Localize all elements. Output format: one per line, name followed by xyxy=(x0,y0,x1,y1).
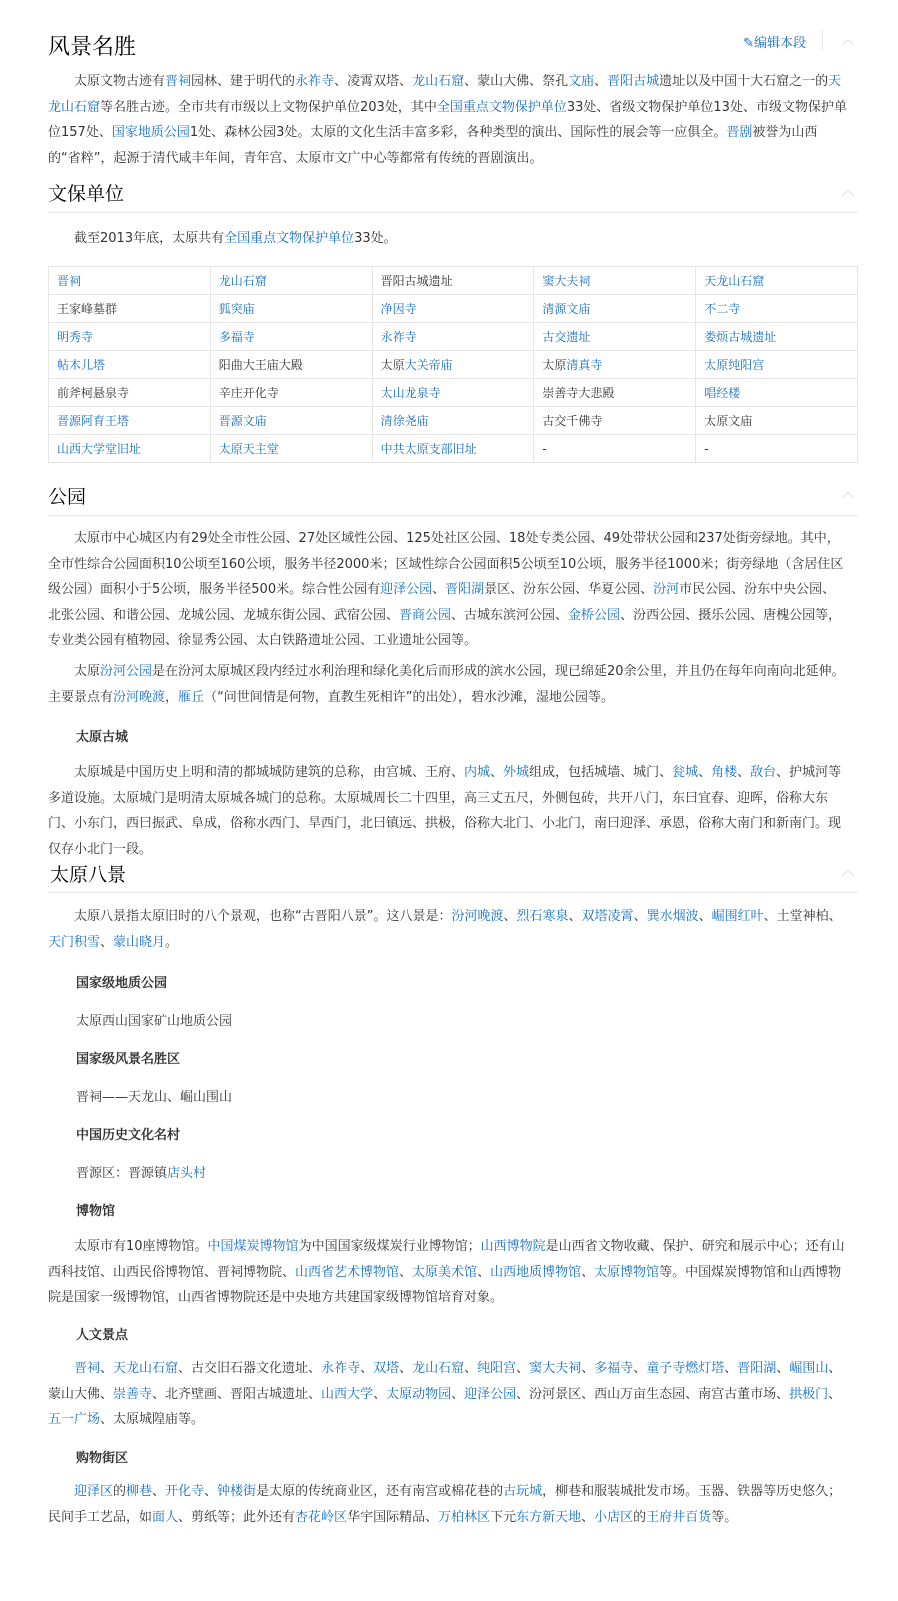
inline-link[interactable]: 古玩城 xyxy=(503,1484,543,1499)
inline-link[interactable]: 永祚寺 xyxy=(295,74,335,89)
table-link[interactable]: 清徐尧庙 xyxy=(380,414,429,428)
table-cell[interactable] xyxy=(210,323,372,351)
table-link[interactable]: 清源文庙 xyxy=(542,302,591,316)
inline-link[interactable]: 天龙山石窟 xyxy=(113,1361,179,1376)
edit-section-button[interactable] xyxy=(743,32,806,51)
table-cell[interactable] xyxy=(210,267,372,295)
table-row xyxy=(49,379,858,407)
pencil-icon: ✎ xyxy=(743,36,754,51)
inline-link[interactable]: 清真寺 xyxy=(566,358,603,372)
inline-link[interactable]: 永祚寺 xyxy=(321,1361,361,1376)
inline-link[interactable]: 金桥公园 xyxy=(568,607,621,623)
inline-link[interactable]: 面人 xyxy=(152,1509,179,1525)
paragraph: 晋祠、天龙山石窟、古交旧石器文化遗址、永祚寺、双塔、龙山石窟、纯阳宫、窦大夫祠、多福寺、童子寺燃灯塔、晋阳湖、崛围山、蒙山大佛、崇善寺、北齐壁画、晋阳古城遗址、山西大学、太原动物园、迎泽公园、汾河景区、西山万亩生态园、南宫古董市场、拱极门、五一广场、太原城隍庙等。 xyxy=(48,1361,842,1427)
table-cell[interactable] xyxy=(49,407,211,435)
inline-link[interactable]: 晋剧 xyxy=(726,125,753,140)
table-cell: 辛庄开化寺 xyxy=(210,379,372,407)
paragraph: 太原汾河公园是在汾河太原城区段内经过水利治理和绿化美化后而形成的滨水公园，现已绵延20余公里，并且仍在每年向南向北延伸。主要景点有汾河晚渡，雁丘（“问世间情是何物，直教生死相许”的出处），碧水沙滩，湿地公园等。 xyxy=(48,664,845,705)
table-cell[interactable] xyxy=(696,267,858,295)
subheading: 博物馆 xyxy=(76,1204,116,1219)
table-row xyxy=(49,407,858,435)
table-link[interactable]: 明秀寺 xyxy=(57,330,94,344)
inline-link[interactable]: 晋阳古城 xyxy=(607,74,660,89)
subheading: 人文景点 xyxy=(76,1328,129,1343)
inline-link[interactable]: 杏花岭区 xyxy=(295,1509,348,1525)
inline-link[interactable]: 崛围山 xyxy=(789,1361,829,1376)
chevron-up-icon[interactable]: ︿ xyxy=(841,33,855,48)
inline-link[interactable]: 柳巷 xyxy=(126,1484,153,1499)
paragraph: 太原文物古迹有晋祠园林、建于明代的永祚寺、凌霄双塔、龙山石窟、蒙山大佛、祭孔文庙、晋阳古城遗址以及中国十大石窟之一的天龙山石窟等名胜古迹。全市共有市级以上文物保护单位203处，其中全国重点文物保护单位33处、省级文物保护单位13处、市级文物保护单位157处、国家地质公园1处、森林公园3处。太原的文化生活丰富多彩，各种类型的演出、国际性的展会等一应俱全。晋剧被誉为山西的“省粹”，起源于清代咸丰年间，青年宫、太原市文广中心等都常有传统的晋剧演出。 xyxy=(48,74,847,166)
inline-link[interactable]: 角楼 xyxy=(711,765,738,780)
inline-link[interactable]: 万柏林区 xyxy=(438,1509,491,1525)
inline-link[interactable]: 大关帝庙 xyxy=(404,358,453,372)
table-link[interactable]: 净因寺 xyxy=(380,302,417,316)
section-title: 风景名胜 xyxy=(48,35,137,60)
subheading: 国家级风景名胜区 xyxy=(76,1052,181,1067)
inline-link[interactable]: 太原博物馆 xyxy=(594,1264,660,1280)
inline-link[interactable]: 晋商公园 xyxy=(399,607,452,623)
divider xyxy=(48,892,858,893)
inline-link[interactable]: 晋祠 xyxy=(74,1361,101,1376)
table-cell[interactable] xyxy=(49,267,211,295)
text-line: 晋源区：晋源镇店头村 xyxy=(76,1166,207,1181)
table-link[interactable]: 山西大学堂旧址 xyxy=(57,442,142,456)
table-cell: 晋阳古城遗址 xyxy=(372,267,534,295)
table-row xyxy=(49,295,858,323)
table-link[interactable]: 狐突庙 xyxy=(218,302,255,316)
inline-link[interactable]: 天门积雪 xyxy=(48,934,101,950)
inline-link[interactable]: 晋祠 xyxy=(165,74,192,89)
inline-link[interactable]: 山西地质博物馆 xyxy=(490,1264,582,1280)
chevron-up-icon[interactable]: ︿ xyxy=(841,184,855,199)
table-link[interactable]: 唱经楼 xyxy=(704,386,741,400)
inline-link[interactable]: 雁丘 xyxy=(178,689,205,705)
subheading: 国家级地质公园 xyxy=(76,976,168,991)
section-title: 公园 xyxy=(48,486,87,508)
inline-link[interactable]: 内城 xyxy=(464,765,491,780)
table-link[interactable]: 中共太原支部旧址 xyxy=(380,442,477,456)
inline-link[interactable]: 外城 xyxy=(503,765,530,780)
inline-link[interactable]: 中国煤炭博物馆 xyxy=(207,1239,299,1254)
table-cell: 古交千佛寺 xyxy=(534,407,696,435)
table-cell: - xyxy=(696,435,858,463)
inline-link[interactable]: 蒙山晓月 xyxy=(113,934,166,950)
chevron-up-icon[interactable]: ︿ xyxy=(841,486,855,501)
inline-link[interactable]: 多福寺 xyxy=(594,1361,634,1376)
table-link[interactable]: 天龙山石窟 xyxy=(704,274,765,288)
inline-link[interactable]: 文庙 xyxy=(568,74,595,89)
inline-link[interactable]: 山西博物院 xyxy=(480,1239,546,1254)
paragraph: 太原市有10座博物馆。中国煤炭博物馆为中国国家级煤炭行业博物馆；山西博物院是山西省文物收藏、保护、研究和展示中心；还有山西科技馆、山西民俗博物馆、晋祠博物院、山西省艺术博物馆、太原美术馆、山西地质博物馆、太原博物馆等。中国煤炭博物馆和山西博物院是国家一级博物馆，山西省博物院还是中央地方共建国家级博物馆培育对象。 xyxy=(48,1239,845,1305)
table-row xyxy=(49,435,858,463)
inline-link[interactable]: 山西大学 xyxy=(321,1386,374,1402)
heritage-table xyxy=(48,266,858,463)
table-row xyxy=(49,267,858,295)
table-cell[interactable]: 太原大关帝庙 xyxy=(372,351,534,379)
inline-link[interactable]: 开化寺 xyxy=(165,1484,205,1499)
table-row xyxy=(49,323,858,351)
table-cell[interactable] xyxy=(372,379,534,407)
table-link[interactable]: 太原天主堂 xyxy=(218,442,279,456)
table-cell[interactable] xyxy=(696,379,858,407)
inline-link[interactable]: 烈石寒泉 xyxy=(516,909,569,924)
inline-link[interactable]: 崛围红叶 xyxy=(711,909,764,924)
inline-link[interactable]: 东方新天地 xyxy=(516,1509,582,1525)
inline-link[interactable]: 全国重点文物保护单位 xyxy=(436,99,567,115)
table-link[interactable]: 不二寺 xyxy=(704,302,741,316)
table-cell[interactable] xyxy=(49,323,211,351)
inline-link[interactable]: 汾河 xyxy=(653,582,680,597)
inline-link[interactable]: 迎泽公园 xyxy=(380,582,433,597)
inline-link[interactable]: 太原动物园 xyxy=(386,1386,452,1402)
paragraph: 迎泽区的柳巷、开化寺、钟楼街是太原的传统商业区，还有南宫或棉花巷的古玩城，柳巷和服装城批发市场。玉器、铁器等历史悠久；民间手工艺品，如面人、剪纸等；此外还有杏花岭区华宇国际精品、万柏林区下元东方新天地、小店区的王府井百货等。 xyxy=(48,1484,842,1525)
table-link[interactable]: 晋源文庙 xyxy=(218,414,267,428)
section-title: 太原八景 xyxy=(50,864,127,886)
inline-link[interactable]: 纯阳宫 xyxy=(477,1361,517,1376)
table-link[interactable]: 古交遗址 xyxy=(542,330,591,344)
chevron-up-icon[interactable]: ︿ xyxy=(841,864,855,879)
table-cell: 崇善寺大悲殿 xyxy=(534,379,696,407)
table-link[interactable]: 太山龙泉寺 xyxy=(380,386,441,400)
subheading: 购物街区 xyxy=(76,1451,129,1466)
table-cell[interactable] xyxy=(696,351,858,379)
inline-link[interactable]: 钟楼街 xyxy=(217,1484,257,1499)
table-cell: 太原文庙 xyxy=(696,407,858,435)
inline-link[interactable]: 天龙山石窟 xyxy=(48,74,842,115)
inline-link[interactable]: 汾河晚渡 xyxy=(113,689,166,705)
table-link[interactable]: 龙山石窟 xyxy=(218,274,267,288)
inline-link[interactable]: 晋阳湖 xyxy=(445,582,485,597)
inline-link[interactable]: 小店区 xyxy=(594,1509,634,1525)
table-cell[interactable] xyxy=(534,295,696,323)
table-cell[interactable] xyxy=(210,295,372,323)
table-row xyxy=(49,351,858,379)
inline-link[interactable]: 童子寺燃灯塔 xyxy=(646,1361,725,1376)
paragraph: 太原市中心城区内有29处全市性公园、27处区域性公园、125处社区公园、18处专类公园、49处带状公园和237处街旁绿地。其中，全市性综合公园面积10公顷至160公顷，服务半径2000米；区域性综合公园面积5公顷至10公顷，服务半径1000米；街旁绿地（含居住区级公园）面积小于5公顷，服务半径500米。综合性公园有迎泽公园、晋阳湖景区、汾东公园、华夏公园、汾河市民公园、汾东中央公园、北张公园、和谐公园、龙城公园、龙城东街公园、武宿公园、晋商公园、古城东滨河公园、金桥公园、汾西公园、摄乐公园、唐槐公园等，专业类公园有植物园、徐显秀公园、太白铁路遗址公园、工业遗址公园等。 xyxy=(48,531,844,648)
inline-link[interactable]: 龙山石窟 xyxy=(412,74,465,89)
table-cell[interactable] xyxy=(372,323,534,351)
inline-link[interactable]: 巽水烟波 xyxy=(646,909,699,924)
table-link[interactable]: 晋源阿育王塔 xyxy=(57,414,130,428)
inline-link[interactable]: 汾河公园 xyxy=(100,664,153,679)
inline-link[interactable]: 国家地质公园 xyxy=(111,125,190,140)
table-cell[interactable] xyxy=(534,323,696,351)
table-cell[interactable] xyxy=(696,295,858,323)
inline-link[interactable]: 崇善寺 xyxy=(113,1386,153,1402)
table-cell[interactable] xyxy=(696,323,858,351)
text-line: 太原西山国家矿山地质公园 xyxy=(76,1014,233,1029)
edit-label: 编辑本段 xyxy=(753,36,806,51)
table-cell: 前斧柯悬泉寺 xyxy=(49,379,211,407)
table-link[interactable]: 太原纯阳宫 xyxy=(704,358,765,372)
table-link[interactable]: 帖木儿塔 xyxy=(57,358,106,372)
inline-link[interactable]: 王府井百货 xyxy=(646,1509,712,1525)
text-line: 晋祠——天龙山、崛山围山 xyxy=(76,1090,233,1105)
table-link[interactable]: 永祚寺 xyxy=(380,330,417,344)
table-cell[interactable] xyxy=(49,435,211,463)
inline-link[interactable]: 迎泽区 xyxy=(74,1484,114,1499)
inline-link[interactable]: 全国重点文物保护单位 xyxy=(224,231,355,246)
table-cell[interactable] xyxy=(372,435,534,463)
inline-link[interactable]: 太原美术馆 xyxy=(412,1264,478,1280)
inline-link[interactable]: 敌台 xyxy=(750,765,777,780)
table-cell[interactable] xyxy=(372,295,534,323)
table-cell[interactable] xyxy=(210,435,372,463)
inline-link[interactable]: 店头村 xyxy=(167,1166,207,1181)
table-cell: - xyxy=(534,435,696,463)
subheading: 太原古城 xyxy=(76,730,129,745)
divider xyxy=(822,30,823,50)
inline-link[interactable]: 五一广场 xyxy=(48,1412,101,1427)
table-cell: 王家峰墓群 xyxy=(49,295,211,323)
paragraph: 截至2013年底，太原共有全国重点文物保护单位33处。 xyxy=(74,231,397,246)
divider xyxy=(48,212,858,213)
table-cell[interactable] xyxy=(372,407,534,435)
inline-link[interactable]: 山西省艺术博物馆 xyxy=(295,1264,400,1280)
table-link[interactable]: 窦大夫祠 xyxy=(542,274,591,288)
table-link[interactable]: 晋祠 xyxy=(57,274,82,288)
paragraph: 太原城是中国历史上明和清的都城城防建筑的总称，由宫城、王府、内城、外城组成，包括城墙、城门、瓮城、角楼、敌台、护城河等多道设施。太原城门是明清太原城各城门的总称。太原城周长二十四里，高三丈五尺，外侧包砖，共开八门，东曰宜春、迎晖，俗称大东门、小东门，西曰振武、阜成，俗称水西门、旱西门，北曰镇远、拱极，俗称大北门、小北门，南曰迎泽、承恩，俗称大南门和新南门。现仅存小北门一段。 xyxy=(48,765,842,857)
inline-link[interactable]: 双塔 xyxy=(373,1361,400,1376)
table-cell[interactable] xyxy=(49,351,211,379)
inline-link[interactable]: 汾河晚渡 xyxy=(451,909,504,924)
table-cell: 阳曲大王庙大殿 xyxy=(210,351,372,379)
inline-link[interactable]: 龙山石窟 xyxy=(412,1361,465,1376)
inline-link[interactable]: 拱极门 xyxy=(789,1386,829,1402)
table-cell[interactable] xyxy=(534,267,696,295)
table-cell[interactable]: 太原清真寺 xyxy=(534,351,696,379)
subheading: 中国历史文化名村 xyxy=(76,1128,181,1143)
inline-link[interactable]: 迎泽公园 xyxy=(464,1386,517,1402)
section-title: 文保单位 xyxy=(48,183,125,205)
inline-link[interactable]: 晋阳湖 xyxy=(737,1361,777,1376)
table-link[interactable]: 娄烦古城遗址 xyxy=(704,330,777,344)
divider xyxy=(48,515,858,516)
inline-link[interactable]: 窦大夫祠 xyxy=(529,1361,582,1376)
inline-link[interactable]: 瓮城 xyxy=(672,765,699,780)
inline-link[interactable]: 双塔凌霄 xyxy=(581,909,634,924)
table-link[interactable]: 多福寺 xyxy=(218,330,255,344)
table-cell[interactable] xyxy=(210,407,372,435)
paragraph: 太原八景指太原旧时的八个景观，也称“古晋阳八景”。这八景是：汾河晚渡、烈石寒泉、双塔凌霄、巽水烟波、崛围红叶、土堂神柏、天门积雪、蒙山晓月。 xyxy=(48,909,842,950)
